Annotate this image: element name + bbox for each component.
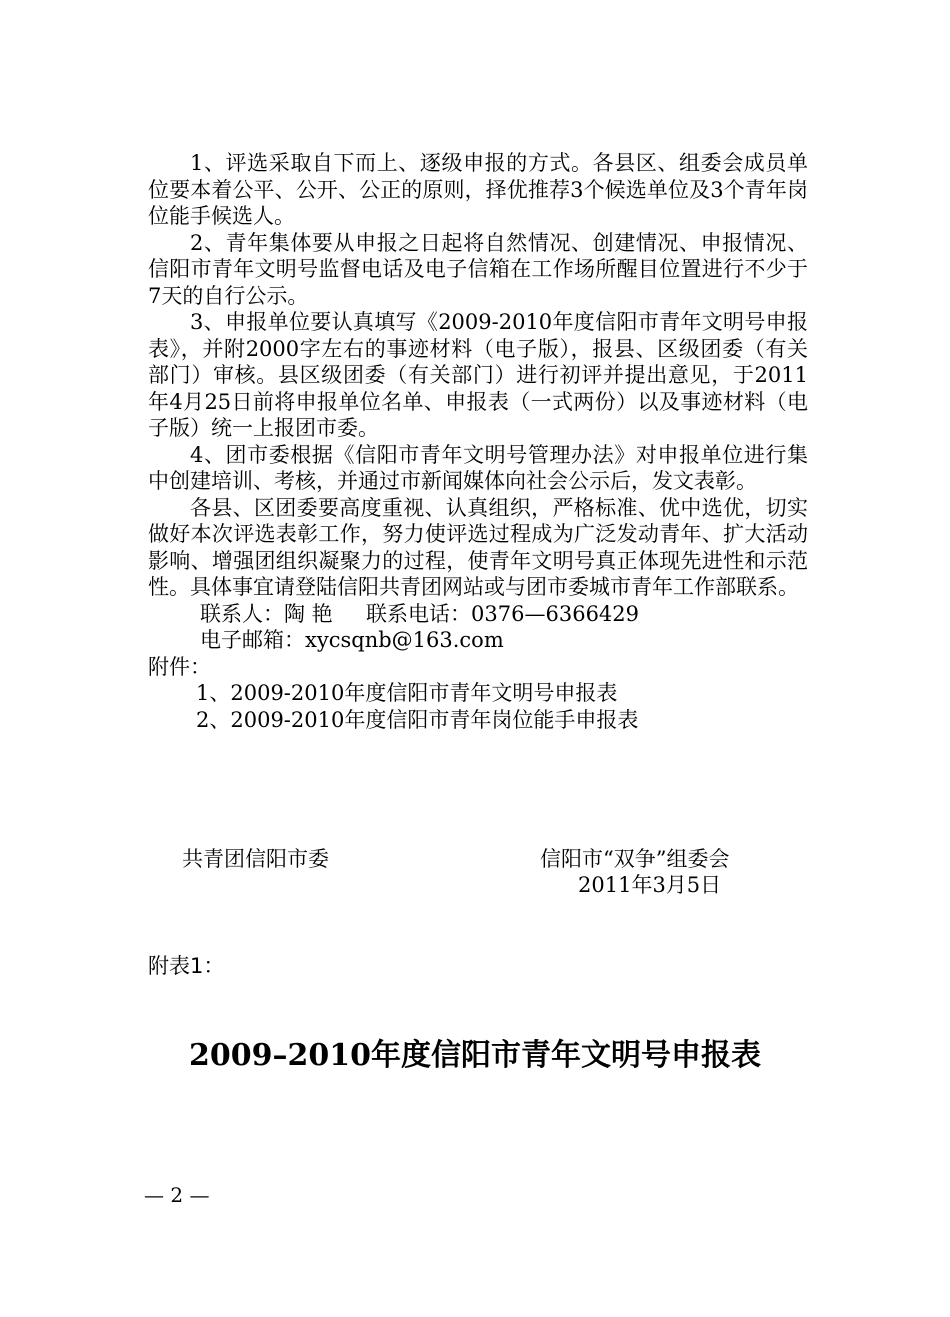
paragraph-2: 2、青年集体要从申报之日起将自然情况、创建情况、申报情况、信阳市青年文明号监督电话及电子信箱在工作场所醒目位置进行不少于7天的自行公示。 — [148, 230, 808, 308]
body-text — [148, 150, 808, 733]
paragraph-closing: 各县、区团委要高度重视、认真组织，严格标准、优中选优，切实做好本次评选表彰工作，努力使评选过程成为广泛发动青年、扩大活动影响、增强团组织凝聚力的过程，使青年文明号真正体现先进性和示范性。具体事宜请登陆信阳共青团网站或与团市委城市青年工作部联系。 — [148, 495, 808, 599]
attachment-item-2: 2、2009-2010年度信阳市青年岗位能手申报表 — [196, 707, 639, 732]
signature-date: 2011年3月5日 — [578, 873, 722, 897]
attachment-item-1: 1、2009-2010年度信阳市青年文明号申报表 — [196, 681, 618, 705]
attachments-heading: 附件： — [148, 654, 211, 679]
signature-org-right: 信阳市“双争”组委会 — [540, 847, 730, 871]
paragraph-3: 3、申报单位要认真填写《2009-2010年度信阳市青年文明号申报表》，并附2000字左右的事迹材料（电子版），报县、区级团委（有关部门）审核。县区级团委（有关部门）进行初评并提出意见，于2011年4月25日前将申报单位名单、申报表（一式两份）以及事迹材料（电子版）统一上报团市委。 — [148, 310, 808, 440]
appendix-label: 附表1： — [148, 954, 225, 978]
signature-org-left: 共青团信阳市委 — [182, 847, 329, 871]
paragraph-4: 4、团市委根据《信阳市青年文明号管理办法》对申报单位进行集中创建培训、考核，并通过市新闻媒体向社会公示后，发文表彰。 — [148, 442, 808, 493]
paragraph-1: 1、评选采取自下而上、逐级申报的方式。各县区、组委会成员单位要本着公平、公开、公正的原则，择优推荐3个候选单位及3个青年岗位能手候选人。 — [148, 151, 808, 228]
contact-email: 电子邮箱：xycsqnb@163.com — [200, 628, 504, 652]
contact-person: 联系人：陶 艳 联系电话：0376—6366429 — [200, 601, 640, 626]
form-title: 2009–2010年度信阳市青年文明号申报表 — [189, 1038, 761, 1073]
page-number: — 2 — — [144, 1183, 210, 1207]
